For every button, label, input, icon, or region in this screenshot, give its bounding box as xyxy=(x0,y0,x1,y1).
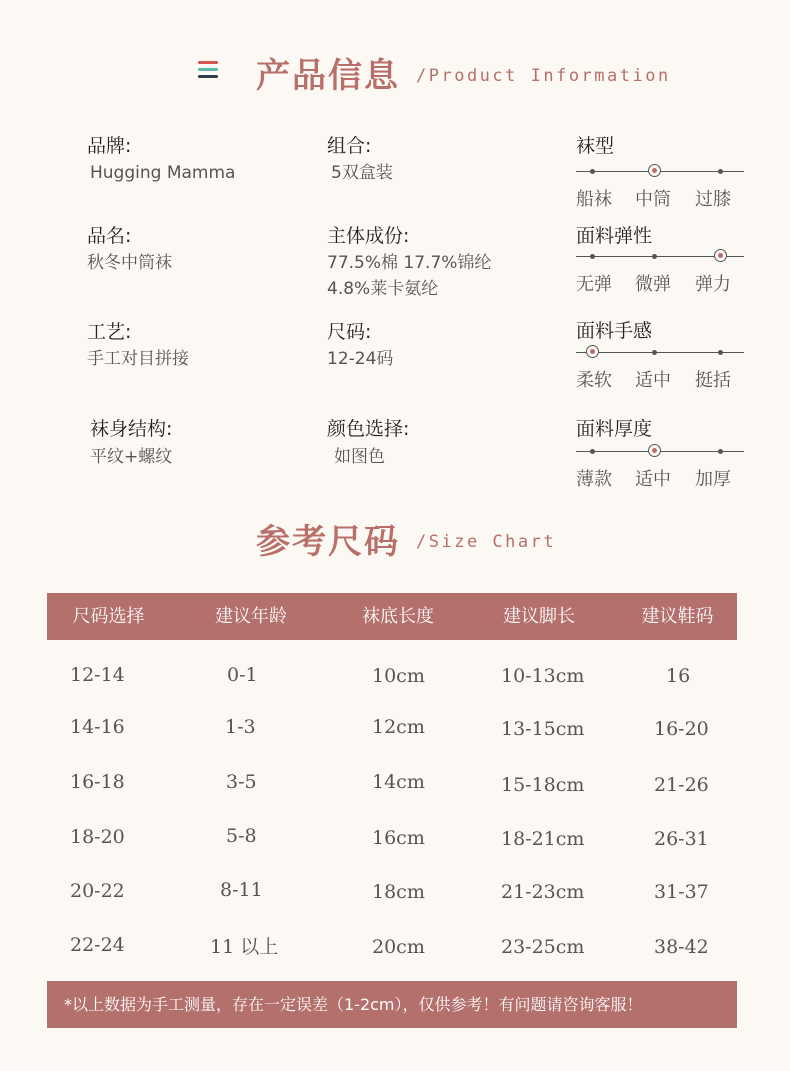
scale-option-label: 船袜 xyxy=(576,189,612,210)
structure-label: 袜身结构: xyxy=(90,418,173,440)
scale-dot xyxy=(718,169,723,174)
cell-sole: 18cm xyxy=(372,881,425,903)
scale-dot xyxy=(652,254,657,259)
scale-dot xyxy=(652,350,657,355)
color-label: 颜色选择: xyxy=(327,418,410,440)
structure-value: 平纹+螺纹 xyxy=(90,447,173,467)
cell-foot: 18-21cm xyxy=(501,828,585,850)
cell-size: 22-24 xyxy=(70,934,125,956)
brand-value: Hugging Mamma xyxy=(90,163,236,183)
scale-selected-marker xyxy=(648,164,661,177)
sock-type-label: 袜型 xyxy=(576,135,615,157)
scale-selected-marker xyxy=(648,444,661,457)
section-subtitle-product-info: /Product Information xyxy=(416,66,671,86)
color-value: 如图色 xyxy=(334,447,385,467)
cell-foot: 23-25cm xyxy=(501,936,585,958)
scale-selected-marker xyxy=(714,249,727,262)
header-foot-length: 建议脚长 xyxy=(503,606,575,627)
cell-shoe: 16 xyxy=(666,665,691,687)
cell-sole: 10cm xyxy=(372,665,425,687)
brand-label: 品牌: xyxy=(87,135,132,157)
cell-foot: 21-23cm xyxy=(501,881,585,903)
thickness-scale xyxy=(576,445,744,495)
section-title-product-info: 产品信息 xyxy=(256,56,400,96)
material-value-2: 4.8%莱卡氨纶 xyxy=(327,279,439,299)
cell-size: 14-16 xyxy=(70,716,125,738)
scale-option-label: 中筒 xyxy=(635,189,671,210)
scale-dot xyxy=(718,350,723,355)
cell-foot: 15-18cm xyxy=(501,774,585,796)
scale-option-label: 适中 xyxy=(635,370,671,391)
header-shoe-size: 建议鞋码 xyxy=(641,606,714,627)
menu-icon xyxy=(198,61,220,83)
cell-size: 20-22 xyxy=(70,880,125,902)
size-label: 尺码: xyxy=(327,321,372,343)
material-value-1: 77.5%棉 17.7%锦纶 xyxy=(327,253,492,273)
scale-option-label: 弹力 xyxy=(695,274,731,295)
elasticity-scale xyxy=(576,250,744,300)
product-name-label: 品名: xyxy=(87,225,132,247)
sock-type-scale xyxy=(576,165,744,215)
scale-selected-marker xyxy=(586,345,599,358)
scale-option-label: 适中 xyxy=(635,469,671,490)
cell-shoe: 38-42 xyxy=(654,936,709,958)
size-table-header xyxy=(47,593,737,640)
scale-option-label: 无弹 xyxy=(576,274,612,295)
cell-sole: 14cm xyxy=(372,771,425,793)
cell-size: 18-20 xyxy=(70,826,125,848)
scale-dot xyxy=(590,169,595,174)
cell-shoe: 26-31 xyxy=(654,828,709,850)
cell-sole: 20cm xyxy=(372,936,425,958)
scale-option-label: 挺括 xyxy=(695,370,731,391)
combo-value: 5双盒装 xyxy=(331,163,393,183)
thickness-label: 面料厚度 xyxy=(576,418,653,440)
cell-age: 11 以上 xyxy=(210,936,279,958)
scale-option-label: 加厚 xyxy=(695,469,731,490)
elasticity-label: 面料弹性 xyxy=(576,225,653,247)
scale-option-label: 过膝 xyxy=(695,189,731,210)
scale-option-label: 薄款 xyxy=(576,469,612,490)
section-title-size-chart: 参考尺码 xyxy=(256,522,400,562)
size-value: 12-24码 xyxy=(327,349,394,369)
cell-age: 1-3 xyxy=(225,716,256,738)
cell-sole: 12cm xyxy=(372,716,425,738)
cell-age: 3-5 xyxy=(226,771,257,793)
cell-age: 0-1 xyxy=(227,664,258,686)
scale-dot xyxy=(718,449,723,454)
craft-label: 工艺: xyxy=(87,321,132,343)
cell-size: 12-14 xyxy=(70,664,125,686)
craft-value: 手工对目拼接 xyxy=(87,349,189,369)
combo-label: 组合: xyxy=(327,135,372,157)
scale-dot xyxy=(590,449,595,454)
disclaimer-note: *以上数据为手工测量，存在一定误差（1-2cm），仅供参考！有问题请咨询客服！ xyxy=(47,981,737,1028)
cell-shoe: 16-20 xyxy=(654,718,709,740)
feel-label: 面料手感 xyxy=(576,320,653,342)
cell-sole: 16cm xyxy=(372,827,425,849)
section-subtitle-size-chart: /Size Chart xyxy=(416,532,557,552)
header-sole-length: 袜底长度 xyxy=(362,606,434,627)
header-age: 建议年龄 xyxy=(215,606,287,627)
scale-option-label: 微弹 xyxy=(635,274,671,295)
header-size: 尺码选择 xyxy=(72,606,145,627)
material-label: 主体成份: xyxy=(327,225,410,247)
scale-dot xyxy=(590,254,595,259)
cell-shoe: 21-26 xyxy=(654,774,709,796)
feel-scale xyxy=(576,346,744,396)
cell-age: 5-8 xyxy=(226,825,257,847)
cell-foot: 13-15cm xyxy=(501,718,585,740)
cell-size: 16-18 xyxy=(70,771,125,793)
product-name-value: 秋冬中筒袜 xyxy=(87,253,172,273)
cell-shoe: 31-37 xyxy=(654,881,709,903)
cell-foot: 10-13cm xyxy=(501,665,585,687)
scale-option-label: 柔软 xyxy=(576,370,612,391)
cell-age: 8-11 xyxy=(220,879,263,901)
